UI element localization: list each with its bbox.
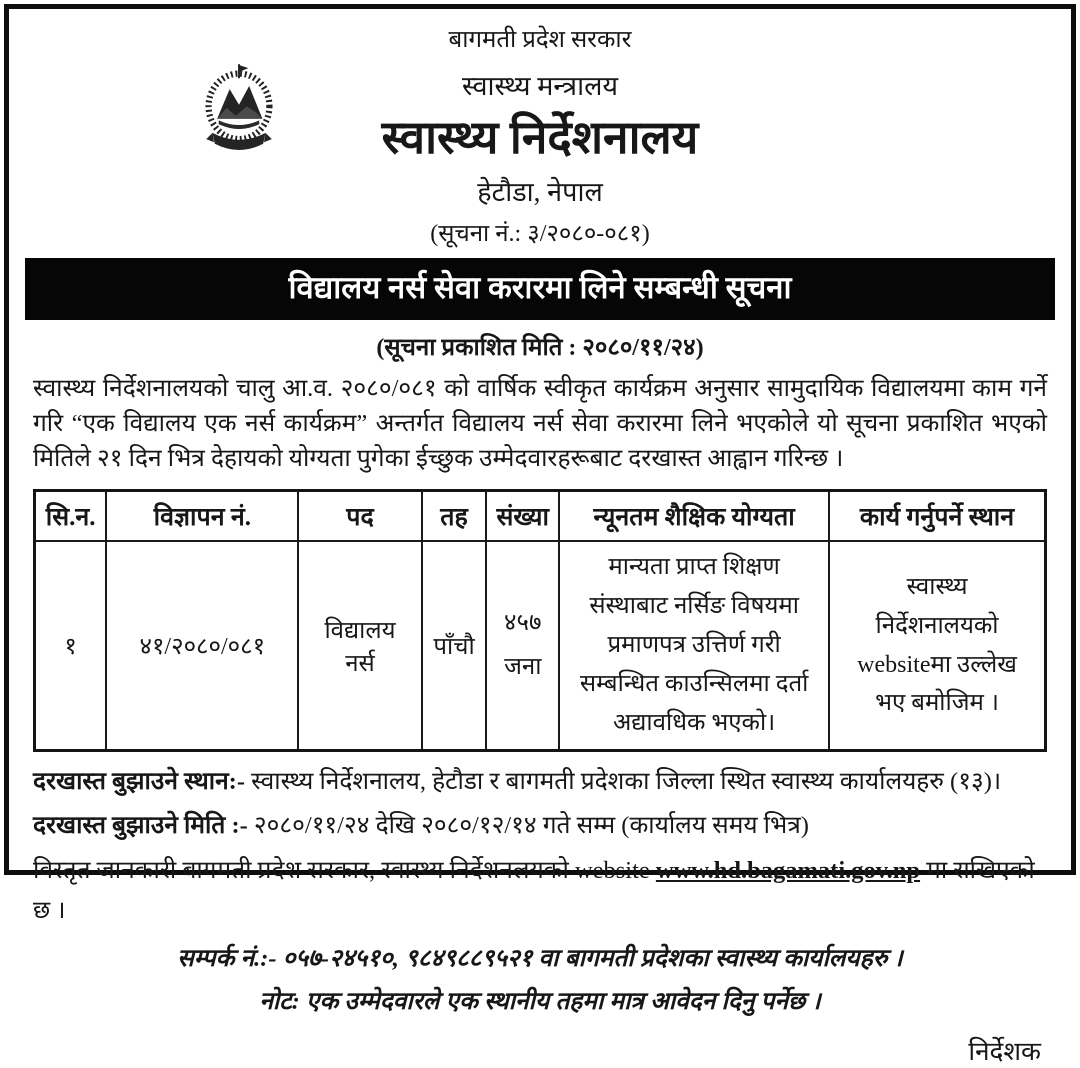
footer-info	[33, 762, 1047, 931]
details-prefix-text: विस्तृत जानकारी बागमती प्रदेश सरकार, स्वास्थ्य निर्देशनलयको website	[33, 857, 656, 884]
office-location: हेटौडा, नेपाल	[9, 172, 1071, 209]
details-line	[33, 851, 1047, 930]
col-header-post: पद	[298, 491, 421, 542]
details-suffix-text: मा राखिएको छ ।	[33, 857, 1035, 924]
cell-level: पाँचौ	[422, 541, 487, 750]
submission-place-text: स्वास्थ्य निर्देशनालय, हेटौडा र बागमती प्रदेशका जिल्ला स्थित स्वास्थ्य कार्यालयहरु (१३)।	[245, 768, 1001, 795]
cell-count-value: ४५७	[495, 602, 550, 645]
website-link[interactable]: www.hd.bagamati.gov.np	[656, 857, 920, 884]
submission-date-line	[33, 806, 1047, 846]
submission-place-label: दरखास्त बुझाउने स्थान:-	[33, 768, 245, 795]
submission-place-line	[33, 762, 1047, 802]
cell-count-unit: जना	[495, 646, 550, 689]
intro-paragraph: स्वास्थ्य निर्देशनालयको चालु आ.व. २०८०/०८१ को वार्षिक स्वीकृत कार्यक्रम अनुसार सामुदायिक विद्यालयमा काम गर्ने गरि “एक विद्यालय एक नर्स कार्यक्रम” अन्तर्गत विद्यालय नर्स सेवा करारमा लिने भएकोले यो सूचना प्रकाशित भएको मितिले २१ दिन भित्र देहायको योग्यता पुगेका ईच्छुक उम्मेदवारहरूबाट दरखास्त आह्वान गरिन्छ ।	[33, 372, 1047, 476]
notice-number: (सूचना नं.: ३/२०८०-०८१)	[9, 216, 1071, 249]
cell-sn: १	[35, 541, 107, 750]
table-row	[35, 541, 1046, 750]
government-name: बागमती प्रदेश सरकार	[9, 22, 1071, 55]
col-header-count: संख्या	[486, 491, 559, 542]
published-date-line: (सूचना प्रकाशित मिति : २०८०/११/२४)	[9, 330, 1071, 363]
nepal-government-emblem-logo	[200, 61, 278, 161]
document-header	[9, 9, 1071, 249]
vacancy-table	[33, 489, 1047, 751]
contact-line: सम्पर्क नं.:- ०५७-२४५१०, ९८४९८८९५२१ वा बागमती प्रदेशका स्वास्थ्य कार्यालयहरु ।	[9, 941, 1071, 974]
cell-qualification: मान्यता प्राप्त शिक्षण संस्थाबाट नर्सिङ विषयमा प्रमाणपत्र उत्तिर्ण गरी सम्बन्धित काउन्सिलमा दर्ता अद्यावधिक भएको।	[559, 541, 829, 750]
col-header-advert-no: विज्ञापन नं.	[106, 491, 298, 542]
col-header-work-location: कार्य गर्नुपर्ने स्थान	[829, 491, 1045, 542]
col-header-sn: सि.न.	[35, 491, 107, 542]
directorate-title: स्वास्थ्य निर्देशनालय	[9, 105, 1071, 167]
submission-date-text: २०८०/११/२४ देखि २०८०/१२/१४ गते सम्म (कार्यालय समय भित्र)	[248, 812, 809, 839]
cell-count	[486, 541, 559, 750]
col-header-level: तह	[422, 491, 487, 542]
signature-director: निर्देशक	[39, 1032, 1041, 1068]
cell-work-location: स्वास्थ्य निर्देशनालयको websiteमा उल्लेख भए बमोजिम ।	[829, 541, 1045, 750]
table-header-row	[35, 491, 1046, 542]
note-line: नोट: एक उम्मेदवारले एक स्थानीय तहमा मात्र आवेदन दिनु पर्नेछ ।	[9, 984, 1071, 1017]
cell-advert-no: ४१/२०८०/०८१	[106, 541, 298, 750]
ministry-name: स्वास्थ्य मन्त्रालय	[9, 66, 1071, 103]
col-header-qualification: न्यूनतम शैक्षिक योग्यता	[559, 491, 829, 542]
cell-post: विद्यालय नर्स	[298, 541, 421, 750]
submission-date-label: दरखास्त बुझाउने मिति :-	[33, 812, 248, 839]
notice-document	[4, 4, 1076, 875]
notice-title-banner: विद्यालय नर्स सेवा करारमा लिने सम्बन्धी सूचना	[25, 258, 1055, 320]
